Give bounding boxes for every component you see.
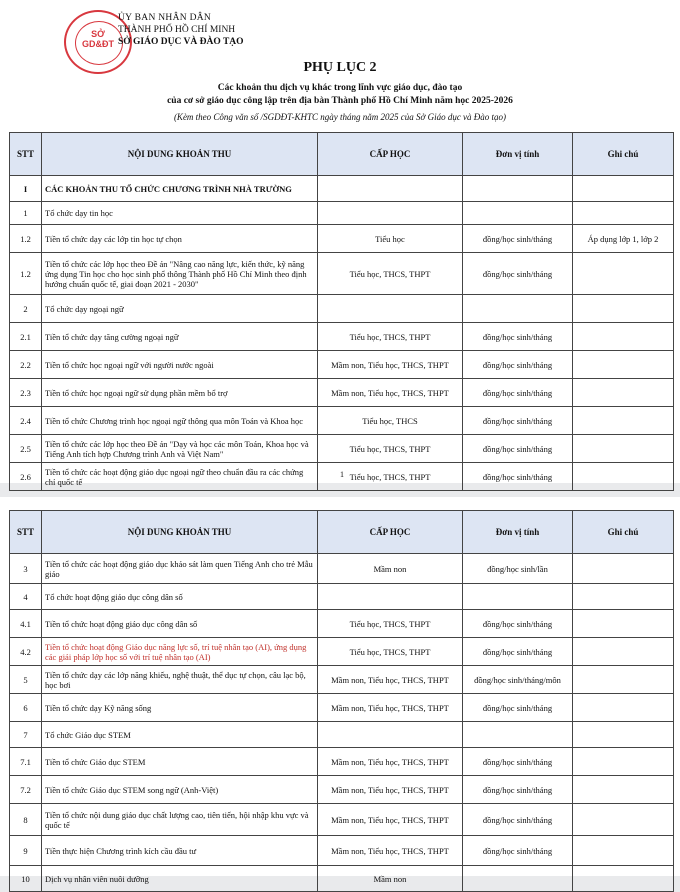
row-content: Dịch vụ nhân viên nuôi dưỡng	[42, 866, 318, 892]
table-row	[10, 323, 674, 351]
row-level: Mầm non, Tiểu học, THCS, THPT	[318, 351, 463, 379]
table-row	[10, 253, 674, 295]
row-unit: đồng/học sinh/tháng	[463, 610, 573, 638]
row-content: Tiền tổ chức dạy các lớp năng khiếu, nghệ thuật, thể dục tự chọn, câu lạc bộ, học bơi	[42, 666, 318, 694]
page-number: 1	[340, 470, 344, 479]
table-row	[10, 776, 674, 804]
row-content: Tiền tổ chức hoạt động Giáo dục năng lực số, trí tuệ nhân tạo (AI), ứng dụng các giải pháp lớp học số với trí tuệ nhân tạo (AI)	[42, 638, 318, 666]
row-note	[573, 176, 674, 202]
header-level: CẤP HỌC	[318, 133, 463, 176]
row-note	[573, 722, 674, 748]
official-stamp: SỞ GD&ĐT	[64, 10, 132, 74]
table-row	[10, 295, 674, 323]
row-note: Áp dụng lớp 1, lớp 2	[573, 225, 674, 253]
row-unit	[463, 202, 573, 225]
row-unit: đồng/học sinh/tháng	[463, 253, 573, 295]
reference-note: (Kèm theo Công văn số /SGDĐT-KHTC ngày tháng năm 2025 của Sở Giáo dục và Đào tạo)	[173, 112, 507, 122]
subtitle-line-1: Các khoản thu dịch vụ khác trong lĩnh vực giáo dục, đào tạo	[217, 83, 463, 93]
row-stt: 4.2	[10, 638, 42, 666]
row-note	[573, 323, 674, 351]
row-stt: 1.2	[10, 225, 42, 253]
document-header	[0, 0, 680, 140]
row-stt: 6	[10, 694, 42, 722]
fees-table-page-2	[9, 510, 674, 892]
subtitle-line-2: của cơ sở giáo dục công lập trên địa bàn Thành phố Hồ Chí Minh năm học 2025-2026	[167, 96, 513, 106]
row-content: Tiền tổ chức dạy Kỹ năng sống	[42, 694, 318, 722]
row-stt: I	[10, 176, 42, 202]
row-content: CÁC KHOẢN THU TỔ CHỨC CHƯƠNG TRÌNH NHÀ TRƯỜNG	[42, 176, 318, 202]
row-note	[573, 554, 674, 584]
row-unit: đồng/học sinh/tháng	[463, 225, 573, 253]
row-stt: 7.1	[10, 748, 42, 776]
row-content: Tiền tổ chức các hoạt động giáo dục ngoại ngữ theo chuẩn đầu ra các chứng chỉ quốc tế	[42, 463, 318, 491]
row-level: Mầm non, Tiểu học, THCS, THPT	[318, 666, 463, 694]
table-row	[10, 666, 674, 694]
table-row	[10, 176, 674, 202]
row-content: Tiền tổ chức các lớp học theo Đề án "Nâng cao năng lực, kiến thức, kỹ năng ứng dụng Tin học cho học sinh phổ thông Thành phố Hồ Chí Minh theo định hướng chuẩn quốc tế, giai đoạn 2021 - 2030"	[42, 253, 318, 295]
table-row	[10, 866, 674, 892]
row-unit: đồng/học sinh/tháng	[463, 407, 573, 435]
row-unit	[463, 584, 573, 610]
row-stt: 1	[10, 202, 42, 225]
row-note	[573, 463, 674, 491]
row-level: Mầm non	[318, 866, 463, 892]
table-row	[10, 379, 674, 407]
row-note	[573, 776, 674, 804]
row-level	[318, 295, 463, 323]
row-stt: 2.2	[10, 351, 42, 379]
table-row	[10, 435, 674, 463]
row-stt: 2.4	[10, 407, 42, 435]
row-note	[573, 666, 674, 694]
row-stt: 2.3	[10, 379, 42, 407]
row-unit: đồng/học sinh/tháng/môn	[463, 666, 573, 694]
row-level: Mầm non, Tiểu học, THCS, THPT	[318, 748, 463, 776]
row-unit	[463, 722, 573, 748]
row-content: Tổ chức dạy tin học	[42, 202, 318, 225]
row-content: Tiền tổ chức các hoạt động giáo dục khảo sát làm quen Tiếng Anh cho trẻ Mẫu giáo	[42, 554, 318, 584]
row-note	[573, 253, 674, 295]
row-unit: đồng/học sinh/tháng	[463, 776, 573, 804]
row-level: Tiểu học	[318, 225, 463, 253]
table-row	[10, 584, 674, 610]
row-note	[573, 351, 674, 379]
table-row	[10, 554, 674, 584]
row-stt: 5	[10, 666, 42, 694]
row-content: Tiền tổ chức nội dung giáo dục chất lượng cao, tiên tiến, hội nhập khu vực và quốc tế	[42, 804, 318, 836]
row-note	[573, 435, 674, 463]
row-stt: 4	[10, 584, 42, 610]
table-row	[10, 351, 674, 379]
row-level: Mầm non, Tiểu học, THCS, THPT	[318, 836, 463, 866]
row-level	[318, 176, 463, 202]
row-note	[573, 836, 674, 866]
issuing-agency	[118, 12, 244, 48]
row-stt: 1.2	[10, 253, 42, 295]
row-level: Mầm non	[318, 554, 463, 584]
row-content: Tiền tổ chức Giáo dục STEM	[42, 748, 318, 776]
row-unit	[463, 866, 573, 892]
row-stt: 9	[10, 836, 42, 866]
row-level	[318, 584, 463, 610]
row-unit: đồng/học sinh/tháng	[463, 638, 573, 666]
table-row	[10, 722, 674, 748]
row-stt: 7.2	[10, 776, 42, 804]
row-level: Tiểu học, THCS, THPT	[318, 435, 463, 463]
header-note: Ghi chú	[573, 133, 674, 176]
row-content: Tiền tổ chức các lớp học theo Đề án "Dạy và học các môn Toán, Khoa học và Tiếng Anh tích hợp Chương trình Anh và Việt Nam"	[42, 435, 318, 463]
header-stt: STT	[10, 133, 42, 176]
agency-line-3: SỞ GIÁO DỤC VÀ ĐÀO TẠO	[118, 37, 244, 47]
row-level: Tiểu học, THCS	[318, 407, 463, 435]
header-level: CẤP HỌC	[318, 511, 463, 554]
table-header-row	[10, 133, 674, 176]
row-content: Tổ chức dạy ngoại ngữ	[42, 295, 318, 323]
header-content: NỘI DUNG KHOẢN THU	[42, 133, 318, 176]
table-row	[10, 836, 674, 866]
row-note	[573, 748, 674, 776]
row-stt: 2.6	[10, 463, 42, 491]
row-note	[573, 295, 674, 323]
header-unit: Đơn vị tính	[463, 133, 573, 176]
row-unit: đồng/học sinh/tháng	[463, 748, 573, 776]
row-level: Tiểu học, THCS, THPT	[318, 463, 463, 491]
row-unit: đồng/học sinh/tháng	[463, 379, 573, 407]
row-content: Tiền tổ chức học ngoại ngữ sử dụng phần mềm bổ trợ	[42, 379, 318, 407]
header-note: Ghi chú	[573, 511, 674, 554]
row-note	[573, 407, 674, 435]
row-unit: đồng/học sinh/tháng	[463, 463, 573, 491]
row-unit: đồng/học sinh/tháng	[463, 804, 573, 836]
table-row	[10, 610, 674, 638]
row-stt: 2.5	[10, 435, 42, 463]
row-stt: 3	[10, 554, 42, 584]
row-level: Mầm non, Tiểu học, THCS, THPT	[318, 379, 463, 407]
row-stt: 10	[10, 866, 42, 892]
row-content: Tiền thực hiện Chương trình kích cầu đầu tư	[42, 836, 318, 866]
row-stt: 2.1	[10, 323, 42, 351]
row-note	[573, 202, 674, 225]
header-unit: Đơn vị tính	[463, 511, 573, 554]
row-content: Tiền tổ chức Chương trình học ngoại ngữ thông qua môn Toán và Khoa học	[42, 407, 318, 435]
document-page-2	[0, 497, 680, 884]
row-content: Tiền tổ chức Giáo dục STEM song ngữ (Anh-Việt)	[42, 776, 318, 804]
row-level: Tiểu học, THCS, THPT	[318, 253, 463, 295]
row-level	[318, 202, 463, 225]
row-content: Tổ chức hoạt động giáo dục công dân số	[42, 584, 318, 610]
row-note	[573, 638, 674, 666]
table-row	[10, 225, 674, 253]
row-content: Tiền tổ chức học ngoại ngữ với người nước ngoài	[42, 351, 318, 379]
fees-table-page-1	[9, 132, 674, 491]
row-level	[318, 722, 463, 748]
header-content: NỘI DUNG KHOẢN THU	[42, 511, 318, 554]
row-level: Tiểu học, THCS, THPT	[318, 323, 463, 351]
table-row	[10, 407, 674, 435]
appendix-title: PHỤ LỤC 2	[303, 60, 377, 75]
row-unit: đồng/học sinh/tháng	[463, 836, 573, 866]
row-note	[573, 804, 674, 836]
row-level: Tiểu học, THCS, THPT	[318, 638, 463, 666]
row-note	[573, 379, 674, 407]
row-content: Tổ chức Giáo dục STEM	[42, 722, 318, 748]
row-unit: đồng/học sinh/tháng	[463, 351, 573, 379]
table-row	[10, 202, 674, 225]
row-unit	[463, 295, 573, 323]
agency-line-1: ỦY BAN NHÂN DÂN	[118, 13, 212, 23]
row-note	[573, 866, 674, 892]
row-level: Mầm non, Tiểu học, THCS, THPT	[318, 776, 463, 804]
row-unit	[463, 176, 573, 202]
row-note	[573, 584, 674, 610]
row-unit: đồng/học sinh/tháng	[463, 323, 573, 351]
header-stt: STT	[10, 511, 42, 554]
table-row	[10, 694, 674, 722]
agency-line-2: THÀNH PHỐ HỒ CHÍ MINH	[118, 25, 236, 35]
row-content: Tiền tổ chức dạy các lớp tin học tự chọn	[42, 225, 318, 253]
table-header-row	[10, 511, 674, 554]
table-row	[10, 804, 674, 836]
row-stt: 4.1	[10, 610, 42, 638]
row-note	[573, 610, 674, 638]
row-note	[573, 694, 674, 722]
row-unit: đồng/học sinh/tháng	[463, 694, 573, 722]
row-stt: 8	[10, 804, 42, 836]
row-level: Mầm non, Tiểu học, THCS, THPT	[318, 804, 463, 836]
table-row	[10, 748, 674, 776]
row-level: Tiểu học, THCS, THPT	[318, 610, 463, 638]
table-row	[10, 638, 674, 666]
row-content: Tiền tổ chức dạy tăng cường ngoại ngữ	[42, 323, 318, 351]
row-stt: 7	[10, 722, 42, 748]
row-stt: 2	[10, 295, 42, 323]
row-unit: đồng/học sinh/lần	[463, 554, 573, 584]
row-unit: đồng/học sinh/tháng	[463, 435, 573, 463]
row-level: Mầm non, Tiểu học, THCS, THPT	[318, 694, 463, 722]
row-content: Tiền tổ chức hoạt động giáo dục công dân số	[42, 610, 318, 638]
